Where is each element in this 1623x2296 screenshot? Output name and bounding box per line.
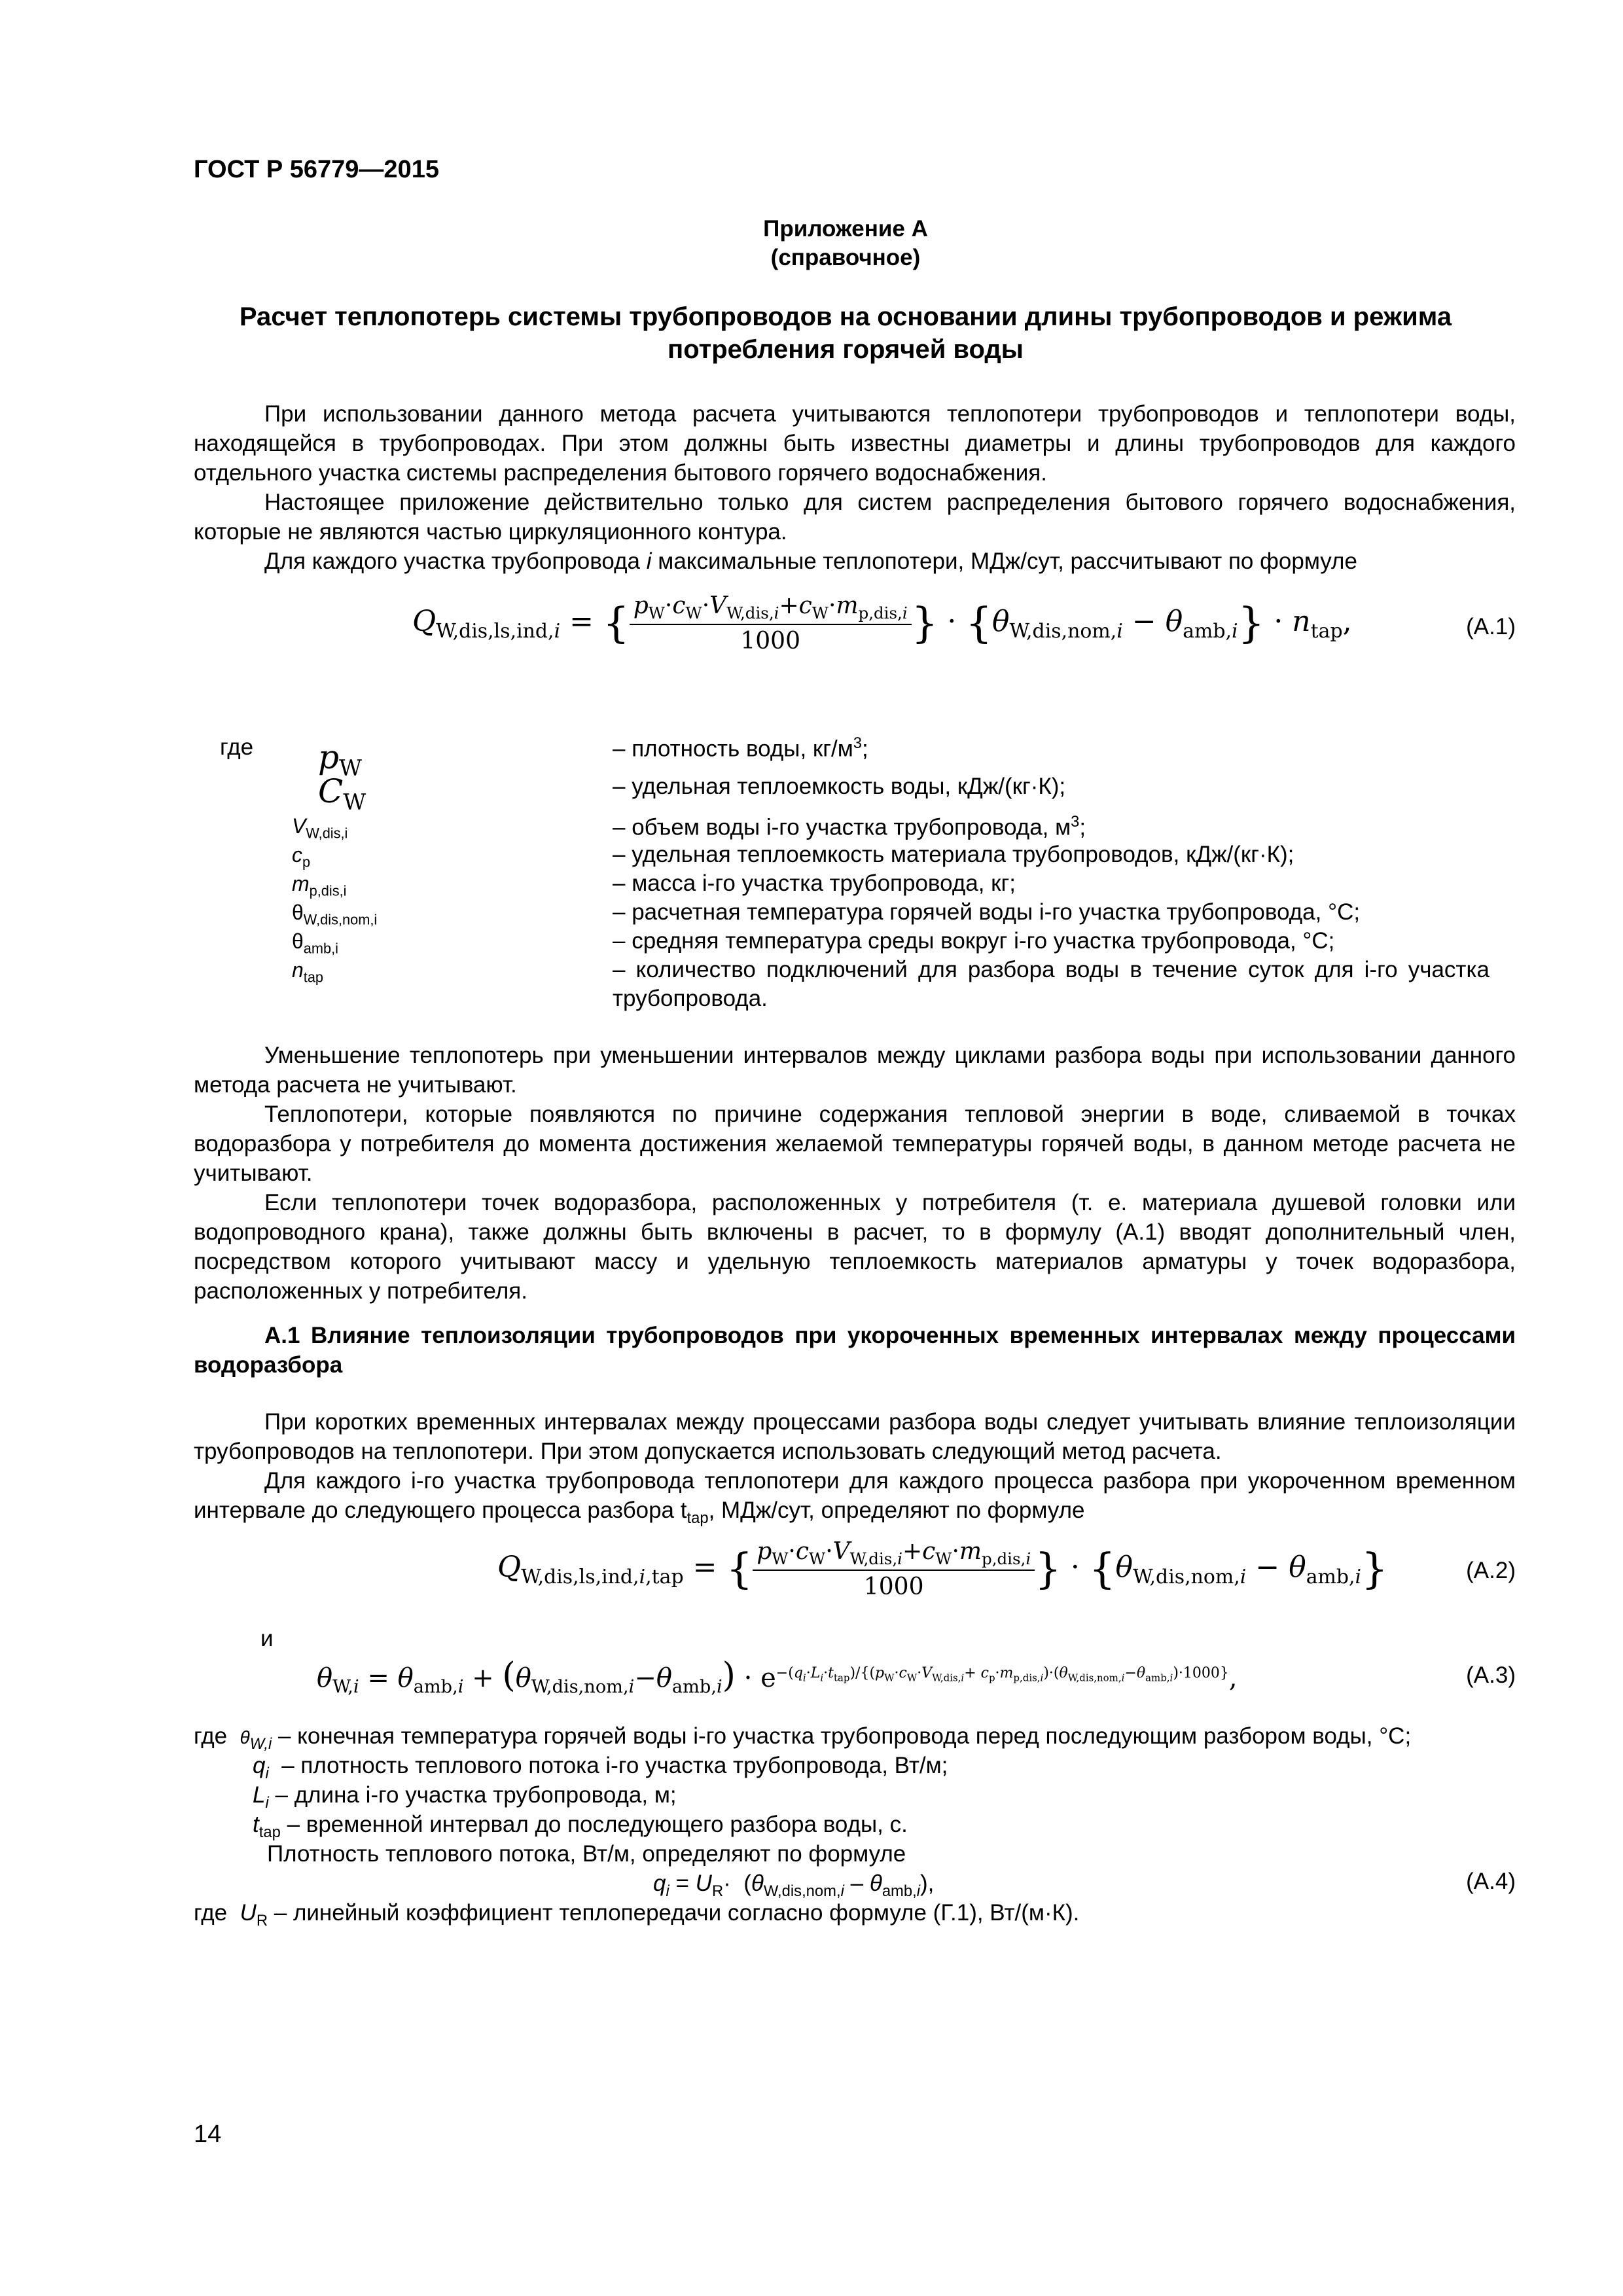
def-cw: – удельная теплоемкость воды, кДж/(кг·К);	[613, 774, 1066, 799]
def-ntap: – количество подключений для разбора воды в течение суток для i-го участка	[613, 957, 1489, 982]
a1-denominator: 1000	[740, 628, 800, 655]
equation-a1-label: (A.1)	[1466, 614, 1516, 639]
def-cp: – удельная теплоемкость материала трубопроводов, кДж/(кг·К);	[613, 842, 1294, 867]
intro-paragraph-3	[194, 547, 1516, 576]
equation-a2: $Q_{W,dis,ls,ind,i,tap}$ = { $\frac{p_W\cdot c_W\cdot V_{W,dis,i}+c_W\cdot m_{p,dis,i}}{1000}$ } · $\{\theta_{W,dis,nom,i} - \theta_{amb,i}\}$	[497, 1538, 1388, 1601]
where2-line-7: где $U_R$ – линейный коэффициент теплопередачи согласно формуле (Г.1), Вт/(м·К).	[194, 1900, 1080, 1929]
sym-vw: $V_{W,dis,i}$	[292, 814, 348, 842]
where2-line-5: Плотность теплового потока, Вт/м, определяют по формуле	[267, 1841, 906, 1867]
body-paragraph-2: Теплопотери, которые появляются по причине содержания тепловой энергии в воде, сливаемой в точках водоразбора у потребителя до момента достижения желаемой температуры горячей воды, в данном методе расчета не учитывают.	[194, 1102, 1516, 1186]
and-word: и	[260, 1626, 274, 1651]
def-theta-amb: – средняя температура среды вокруг i-го участка трубопровода, °С;	[613, 928, 1335, 954]
equation-a3: $\theta_{W,i} = \theta_{amb,i} + (\theta_{W,dis,nom,i}-\theta_{amb,i}) \cdot e^{-(q_i\cdot L_i\cdot t_{tap})/\{(p_W\cdot c_W\cdot V_{W,dis,i}+ c_p\cdot m_{p,dis,i})\cdot(\theta_{W,dis,nom,i}-\theta_{amb,i})\cdot 1000\}}$,	[317, 1656, 1238, 1697]
appendix-type: (справочное)	[770, 245, 921, 270]
def-vw: – объем воды i-го участка трубопровода, $м^3$;	[613, 813, 1086, 840]
equation-a2-label: (A.2)	[1466, 1558, 1516, 1583]
sym-ntap: $n_{tap}$	[292, 958, 324, 986]
where-list	[194, 733, 1516, 1011]
appendix-label: Приложение А	[763, 216, 928, 242]
where2-line-1: где $\theta_{W,i}$ – конечная температура горячей воды i-го участка трубопровода перед последующим разбором воды, °С;	[194, 1723, 1412, 1753]
p3-text-b: максимальные теплопотери, МДж/сут, рассчитывают по формуле	[658, 548, 1357, 574]
sym-mp: $m_{p,dis,i}$	[292, 872, 347, 899]
equation-a4: $q_i = U_R\cdot (\theta_{W,dis,nom,i} - \theta_{amb,i})$,	[653, 1871, 935, 1900]
sym-cw: $C_W$	[318, 772, 366, 816]
a2-denominator: 1000	[863, 1573, 924, 1601]
p3-index: i	[646, 548, 652, 574]
appendix-title-line1: Расчет теплопотерь системы трубопроводов на основании длины трубопроводов и режима	[239, 302, 1452, 331]
equation-a4-label: (A.4)	[1466, 1869, 1516, 1894]
p3-text-a: Для каждого участка трубопровода	[264, 548, 641, 574]
section-a1-heading: А.1 Влияние теплоизоляции трубопроводов при укороченных временных интервалах между процессами водоразбора	[194, 1323, 1516, 1378]
sym-cp: $c_p$	[292, 843, 311, 870]
appendix-title-line2: потребления горячей воды	[668, 335, 1024, 364]
where2-line-2: $q_i$ – плотность теплового потока i-го участка трубопровода, Вт/м;	[253, 1753, 948, 1782]
sym-theta-nom: $\theta_{W,dis,nom,i}$	[292, 901, 378, 928]
def-pw: – плотность воды, $кг/м^3$;	[613, 734, 868, 762]
body-paragraph-3: Если теплопотери точек водоразбора, расположенных у потребителя (т. е. материала душевой головки или водопроводного крана), также должны быть включены в расчет, то в формулу (А.1) вводят дополнительный член, посредством которого учитывают массу и удельную теплоемкость материалов арматуры у точек водоразбора, расположенных у потребителя.	[194, 1190, 1516, 1304]
def-mp: – масса i-го участка трубопровода, кг;	[613, 870, 1016, 896]
def-theta-nom: – расчетная температура горячей воды i-го участка трубопровода, °С;	[613, 899, 1361, 925]
intro-paragraph-1: При использовании данного метода расчета учитываются теплопотери трубопроводов и теплопотери воды, находящейся в трубопроводах. При этом должны быть известны диаметры и длины трубопроводов для каждого отдельного участка системы распределения бытового горячего водоснабжения.	[194, 401, 1516, 486]
standard-number: ГОСТ Р 56779—2015	[194, 156, 439, 183]
where-label: где	[220, 734, 254, 760]
intro-paragraph-2: Настоящее приложение действительно только для систем распределения бытового горячего водоснабжения, которые не являются частью циркуляционного контура.	[194, 490, 1516, 545]
where2-line-4: $t_{tap}$ – временной интервал до последующего разбора воды, с.	[253, 1812, 908, 1841]
sym-theta-amb: $\theta_{amb,i}$	[292, 929, 338, 957]
body-paragraph-1: Уменьшение теплопотерь при уменьшении интервалов между циклами разбора воды при использовании данного метода расчета не учитывают.	[194, 1043, 1516, 1098]
equation-a3-label: (A.3)	[1466, 1662, 1516, 1688]
sym-pw: $p_W$	[318, 738, 362, 781]
equation-a1: $Q_{W,dis,ls,ind,i}$ = { $\frac{p_W\cdot c_W\cdot V_{W,dis,i}+c_W\cdot m_{p,dis,i}}{1000}$ } · $\{\theta_{W,dis,nom,i} - \theta_{amb,i}\} \cdot n_{tap}$,	[412, 592, 1352, 655]
where2-line-3: $L_i$ – длина i-го участка трубопровода, м;	[253, 1782, 677, 1812]
section-a1-paragraph-1: При коротких временных интервалах между процессами разбора воды следует учитывать влияние теплоизоляции трубопроводов на теплопотери. При этом допускается использовать следующий метод расчета.	[194, 1409, 1516, 1464]
page-number: 14	[194, 2121, 222, 2148]
def-ntap-cont: трубопровода.	[613, 986, 768, 1011]
section-a1-paragraph-2: Для каждого i-го участка трубопровода теплопотери для каждого процесса разбора при укороченном временном интервале до следующего процесса разбора $t_{tap}$, МДж/сут, определяют по формуле	[194, 1468, 1516, 1527]
